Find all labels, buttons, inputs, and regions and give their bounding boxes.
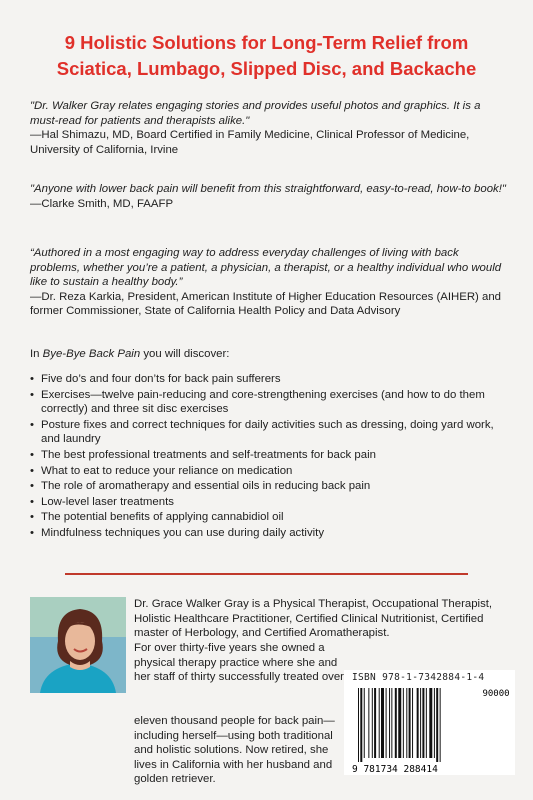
barcode-bar	[436, 688, 438, 762]
barcode-bar	[364, 688, 365, 758]
quote-text: "Anyone with lower back pain will benefit from this straightforward, easy-to-read, how-to book!"	[30, 183, 506, 195]
list-item: • Five do’s and four don’ts for back pain sufferers	[30, 372, 508, 387]
barcode-bar	[381, 688, 384, 758]
barcode-bar	[429, 688, 432, 758]
barcode-bar	[389, 688, 390, 758]
list-item: • Mindfulness techniques you can use during daily activity	[30, 526, 508, 541]
intro-line	[30, 348, 229, 360]
author-photo	[30, 597, 126, 693]
list-item: • The role of aromatherapy and essential oils in reducing back pain	[30, 479, 508, 494]
barcode-bar	[379, 688, 380, 758]
intro-prefix: In	[30, 348, 43, 360]
author-portrait-icon	[30, 597, 126, 693]
barcode-bar	[391, 688, 392, 758]
quote-attribution: —Hal Shimazu, MD, Board Certified in Family Medicine, Clinical Professor of Medicine, University of California, Irvine	[30, 129, 470, 156]
barcode-bar	[420, 688, 421, 758]
barcode-bar	[403, 688, 404, 758]
list-item: • Low-level laser treatments	[30, 495, 508, 510]
headline-line-2: Sciatica, Lumbago, Slipped Disc, and Backache	[56, 58, 477, 79]
barcode-bar	[386, 688, 387, 758]
barcode-bar	[358, 688, 359, 762]
list-item: • Exercises—twelve pain-reducing and core-strengthening exercises (and how to do them correctly) and three sit disc exercises	[30, 388, 508, 417]
barcode-bar	[412, 688, 413, 758]
barcode-bar	[422, 688, 424, 758]
author-bio-end: eleven thousand people for back pain—including herself—using both traditional and holistic solutions. Now retired, she lives in California with her husband and golden retriever.	[134, 715, 335, 786]
intro-suffix: you will discover:	[140, 348, 230, 360]
barcode-bar	[409, 688, 411, 758]
author-bio-intro: Dr. Grace Walker Gray is a Physical Therapist, Occupational Therapist, Holistic Healthcare Practitioner, Certified Clinical Nutritionist, Certified master of Herbology, and Certified Aromatherapist.	[134, 598, 493, 640]
list-item: • The potential benefits of applying cannabidiol oil	[30, 510, 508, 525]
barcode-bar	[374, 688, 376, 758]
quote-smith	[30, 182, 510, 211]
barcode-bar	[417, 688, 419, 758]
isbn-label: ISBN 978-1-7342884-1-4	[352, 672, 485, 683]
barcode-bar	[406, 688, 407, 758]
barcode-bar	[434, 688, 435, 758]
barcode-icon	[350, 684, 510, 774]
quote-attribution: —Clarke Smith, MD, FAAFP	[30, 197, 174, 210]
barcode-bar	[426, 688, 427, 758]
discover-list	[30, 372, 508, 542]
headline	[20, 30, 513, 82]
section-divider	[65, 573, 468, 575]
barcode-bar	[398, 688, 401, 758]
quote-attribution: —Dr. Reza Karkia, President, American Institute of Higher Education Resources (AIHER) and former Commissioner, State of California Health Policy and Data Advisory	[30, 290, 502, 318]
quote-shimazu	[30, 99, 510, 157]
barcode-bar	[360, 688, 362, 762]
quote-text: “Authored in a most engaging way to address everyday challenges of living with back problems, whether you’re a patient, a physician, a therapist, or a healthy individual who would like to sustain a healthy body.”	[30, 247, 502, 289]
barcode-bar	[368, 688, 369, 758]
list-item: • The best professional treatments and self-treatments for back pain	[30, 448, 508, 463]
intro-book-title: Bye-Bye Back Pain	[42, 348, 141, 360]
barcode-bar	[440, 688, 441, 762]
author-bio-middle: For over thirty-five years she owned a physical therapy practice where she and her staff of thirty successfully treated over	[134, 642, 344, 684]
list-item: • Posture fixes and correct techniques for daily activities such as dressing, doing yard work, and laundry	[30, 418, 508, 447]
price-code: 90000	[482, 689, 510, 699]
quote-karkia	[30, 246, 510, 319]
barcode-digits: 9 781734 288414	[352, 764, 438, 774]
barcode-bar	[395, 688, 397, 758]
barcode-bar	[372, 688, 373, 758]
quote-text: "Dr. Walker Gray relates engaging stories and provides useful photos and graphics. It is a must-read for patients and therapists alike."	[30, 100, 481, 127]
list-item: • What to eat to reduce your reliance on medication	[30, 464, 508, 479]
headline-line-1: 9 Holistic Solutions for Long-Term Relief from	[64, 32, 469, 53]
isbn-barcode	[344, 670, 515, 775]
